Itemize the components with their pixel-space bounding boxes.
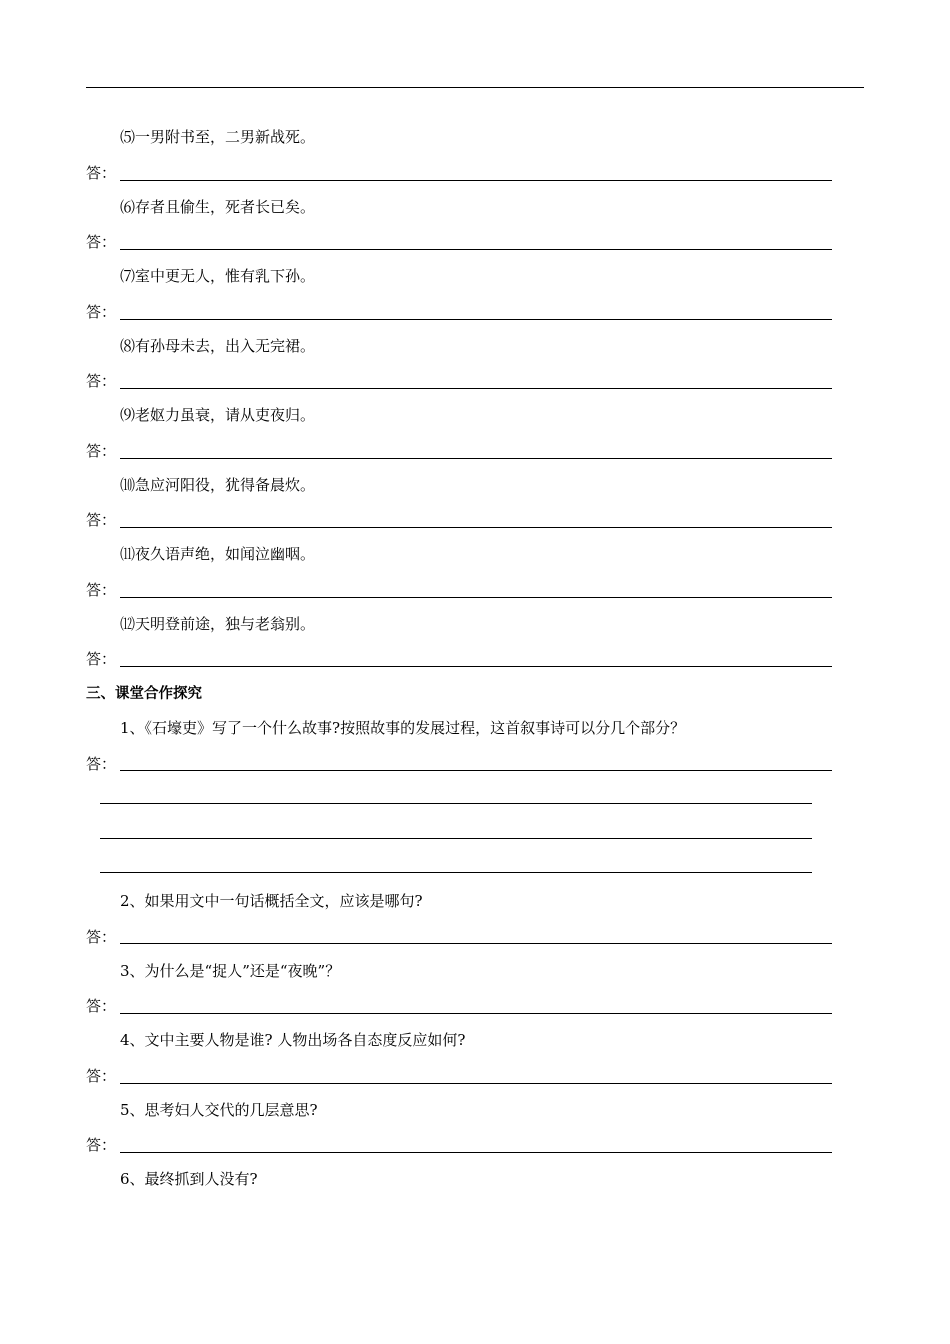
answer-line-q4[interactable] bbox=[120, 1083, 832, 1084]
answer-label: 答： bbox=[86, 303, 117, 321]
answer-line-9[interactable] bbox=[120, 458, 832, 459]
answer-line-q3[interactable] bbox=[120, 1013, 832, 1014]
answer-label: 答： bbox=[86, 997, 117, 1015]
answer-line-12[interactable] bbox=[120, 666, 832, 667]
answer-label: 答： bbox=[86, 511, 117, 529]
question-9: ⑼老妪力虽衰，请从吏夜归。 bbox=[120, 406, 316, 424]
answer-label: 答： bbox=[86, 928, 117, 946]
answer-line-q1[interactable] bbox=[120, 770, 832, 771]
explore-question-2: 2、如果用文中一句话概括全文，应该是哪句? bbox=[120, 892, 423, 910]
answer-label: 答： bbox=[86, 1136, 117, 1154]
answer-line-7[interactable] bbox=[120, 319, 832, 320]
answer-line-q2[interactable] bbox=[120, 943, 832, 944]
answer-label: 答： bbox=[86, 233, 117, 251]
answer-line-5[interactable] bbox=[120, 180, 832, 181]
answer-label: 答： bbox=[86, 755, 117, 773]
answer-label: 答： bbox=[86, 372, 117, 390]
answer-label: 答： bbox=[86, 1067, 117, 1085]
answer-line-q5[interactable] bbox=[120, 1152, 832, 1153]
answer-line-8[interactable] bbox=[120, 388, 832, 389]
question-5: ⑸一男附书至，二男新战死。 bbox=[120, 128, 316, 146]
explore-question-6: 6、最终抓到人没有? bbox=[120, 1170, 258, 1188]
question-11: ⑾夜久语声绝，如闻泣幽咽。 bbox=[120, 545, 316, 563]
question-8: ⑻有孙母未去，出入无完裙。 bbox=[120, 337, 316, 355]
answer-label: 答： bbox=[86, 164, 117, 182]
answer-line-10[interactable] bbox=[120, 527, 832, 528]
answer-label: 答： bbox=[86, 442, 117, 460]
question-10: ⑽急应河阳役，犹得备晨炊。 bbox=[120, 476, 316, 494]
question-6: ⑹存者且偷生，死者长已矣。 bbox=[120, 198, 316, 216]
answer-line-q1-extra-3[interactable] bbox=[100, 872, 812, 873]
explore-question-4: 4、文中主要人物是谁? 人物出场各自态度反应如何? bbox=[120, 1031, 466, 1049]
header-rule bbox=[86, 87, 864, 88]
answer-line-q1-extra-2[interactable] bbox=[100, 838, 812, 839]
answer-line-11[interactable] bbox=[120, 597, 832, 598]
section-heading: 三、课堂合作探究 bbox=[86, 686, 202, 702]
explore-question-3: 3、为什么是“捉人”还是“夜晚”？ bbox=[120, 962, 341, 980]
answer-line-6[interactable] bbox=[120, 249, 832, 250]
explore-question-1: 1、《石壕吏》写了一个什么故事?按照故事的发展过程，这首叙事诗可以分几个部分？ bbox=[120, 719, 686, 737]
question-12: ⑿天明登前途，独与老翁别。 bbox=[120, 615, 316, 633]
answer-line-q1-extra-1[interactable] bbox=[100, 803, 812, 804]
question-7: ⑺室中更无人，惟有乳下孙。 bbox=[120, 267, 316, 285]
answer-label: 答： bbox=[86, 650, 117, 668]
explore-question-5: 5、思考妇人交代的几层意思? bbox=[120, 1101, 318, 1119]
answer-label: 答： bbox=[86, 581, 117, 599]
